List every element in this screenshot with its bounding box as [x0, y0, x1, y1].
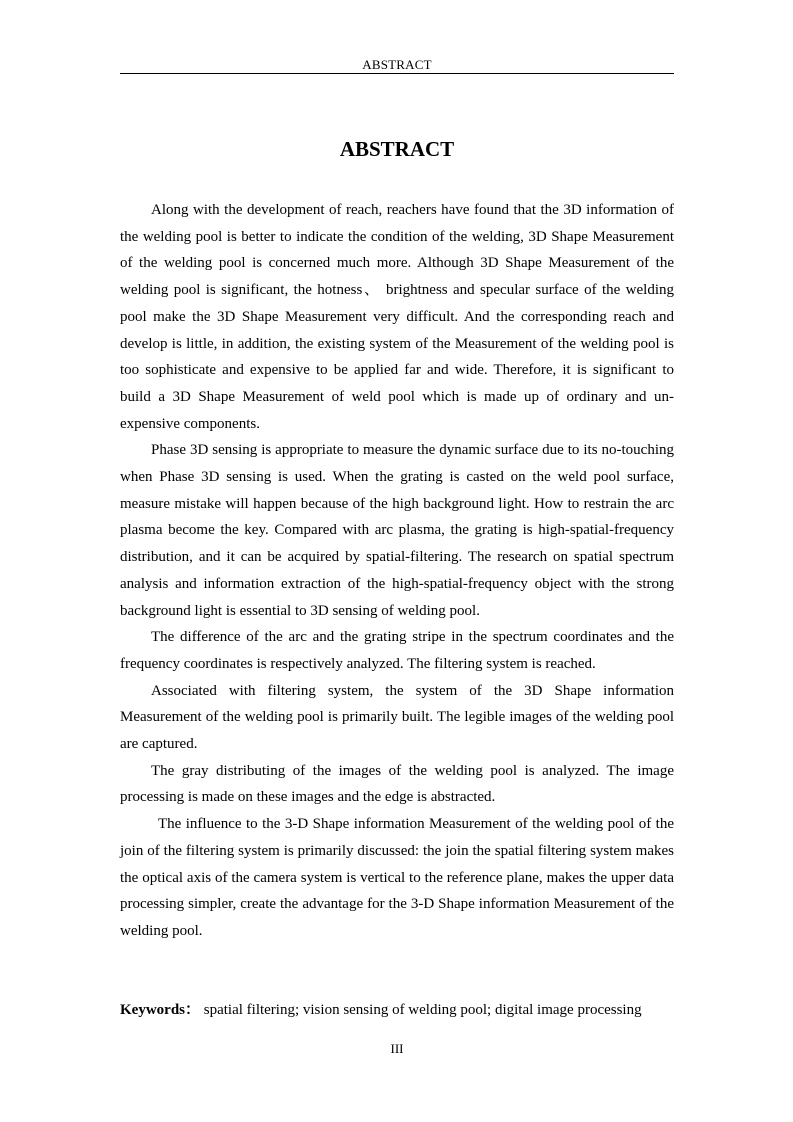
running-header: ABSTRACT: [362, 57, 432, 72]
keywords-text: spatial filtering; vision sensing of welding pool; digital image processing: [203, 1002, 642, 1018]
abstract-paragraph-6: The influence to the 3-D Shape information Measurement of the welding pool of the join of the filtering system is primarily discussed: the join the spatial filtering system makes the optical axis of the camera system is vertical to the reference plane, makes the upper data processing simpler, create the advantage for the 3-D Shape information Measurement of the welding pool.: [120, 816, 674, 939]
abstract-paragraph-1: Along with the development of reach, reachers have found that the 3D information of the welding pool is better to indicate the condition of the welding, 3D Shape Measurement of the welding pool is concerned much more. Although 3D Shape Measurement of the welding pool is significant, the hotness、 brightness and specular surface of the welding pool make the 3D Shape Measurement very difficult. And the corresponding reach and develop is little, in addition, the existing system of the Measurement of the welding pool is too sophisticate and expensive to be applied far and wide. Therefore, it is significant to build a 3D Shape Measurement of weld pool which is made up of ordinary and un-expensive components.: [120, 202, 674, 432]
page-number: III: [390, 1041, 404, 1056]
abstract-paragraph-3: The difference of the arc and the grating stripe in the spectrum coordinates and the frequency coordinates is respectively analyzed. The filtering system is reached.: [120, 629, 674, 672]
page-title: ABSTRACT: [339, 137, 455, 161]
abstract-paragraph-4: Associated with filtering system, the system of the 3D Shape information Measurement of the welding pool is primarily built. The legible images of the welding pool are captured.: [120, 682, 674, 753]
abstract-paragraph-2: Phase 3D sensing is appropriate to measure the dynamic surface due to its no-touching when Phase 3D sensing is used. When the grating is casted on the weld pool surface, measure mistake will happen because of the high background light. How to restrain the arc plasma become the key. Compared with arc plasma, the grating is high-spatial-frequency distribution, and it can be acquired by spatial-filtering. The research on spatial spectrum analysis and information extraction of the high-spatial-frequency object with the strong background light is essential to 3D sensing of welding pool.: [120, 442, 674, 619]
abstract-paragraph-5: The gray distributing of the images of the welding pool is analyzed. The image processing is made on these images and the edge is abstracted.: [120, 762, 674, 806]
keywords-line: [120, 997, 674, 1023]
abstract-body: [120, 197, 674, 945]
header-rule: [120, 73, 674, 74]
keywords-label: Keywords：: [120, 1002, 200, 1018]
